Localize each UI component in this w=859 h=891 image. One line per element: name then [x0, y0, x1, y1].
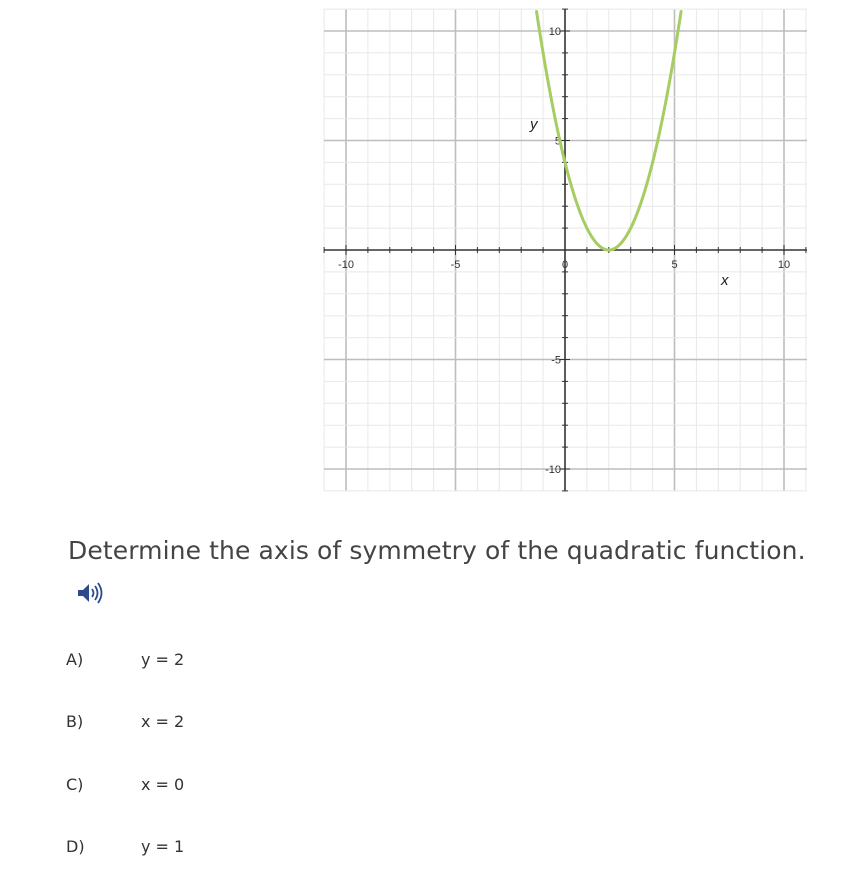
choice-d[interactable]: [66, 833, 366, 863]
y-tick-label: 5: [554, 135, 561, 148]
choice-a[interactable]: [66, 646, 366, 676]
choice-answer: y = 1: [141, 837, 185, 856]
choice-letter: A): [66, 650, 84, 669]
choice-c[interactable]: [66, 771, 366, 801]
y-tick-label: 10: [548, 26, 561, 38]
x-axis-label: x: [721, 272, 729, 289]
tick-labels: [338, 26, 790, 476]
x-tick-label: 0: [561, 259, 569, 271]
parabola-graph: [300, 0, 820, 500]
question-text: Determine the axis of symmetry of the quadratic function.: [68, 536, 806, 565]
choice-letter: D): [66, 837, 85, 856]
x-tick-label: 5: [671, 259, 678, 271]
speaker-icon[interactable]: [76, 581, 106, 605]
choice-answer: x = 2: [141, 712, 185, 731]
choice-letter: C): [66, 775, 84, 794]
x-tick-label: -5: [450, 259, 461, 271]
choice-answer: y = 2: [141, 650, 185, 669]
choice-letter: B): [66, 712, 84, 731]
y-axis-label: y: [530, 116, 538, 133]
x-tick-label: -10: [338, 259, 354, 271]
y-tick-label: -5: [551, 354, 561, 367]
y-tick-label: -10: [545, 464, 561, 476]
choice-answer: x = 0: [141, 775, 185, 794]
axes: [324, 9, 807, 491]
choice-b[interactable]: [66, 708, 366, 738]
x-tick-label: 10: [777, 259, 791, 271]
